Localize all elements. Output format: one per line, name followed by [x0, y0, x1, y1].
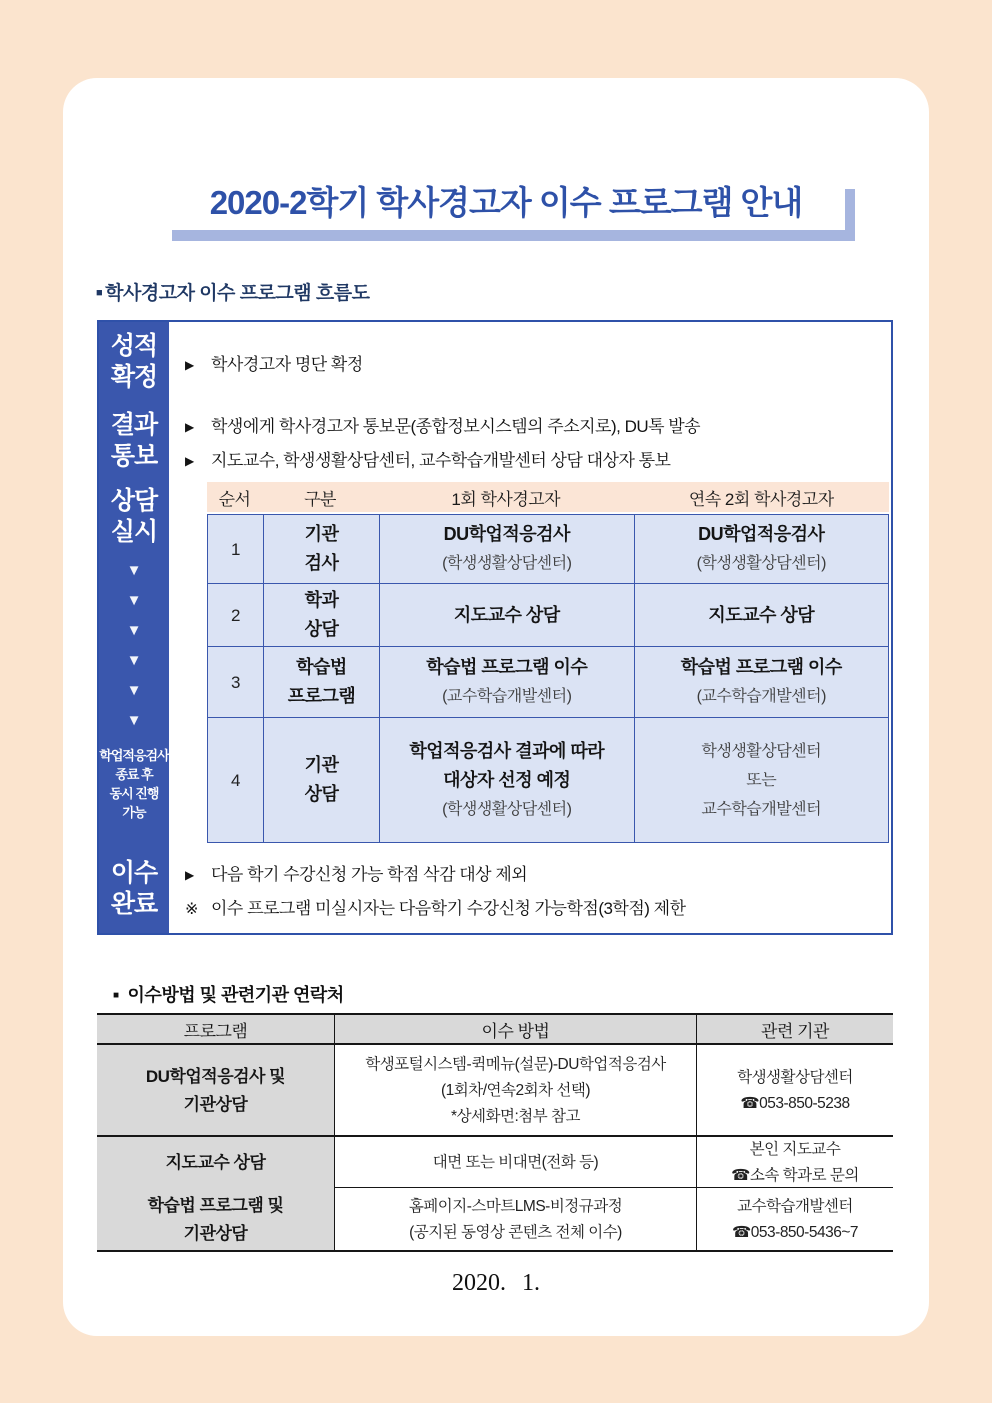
square-bullet-icon: ■ — [113, 990, 119, 1001]
column-header: 순서 — [218, 489, 251, 509]
cell-organization: 교수학습개발센터 ☎053-850-5436~7 — [731, 1197, 858, 1241]
table-row — [208, 717, 888, 842]
cell-first-warning: 학업적응검사 결과에 따라 대상자 선정 예정 (학생생활상담센터) — [379, 718, 634, 842]
table-row — [208, 646, 888, 717]
bullet-item — [185, 446, 891, 471]
sidebar-note-line: 동시 진행 — [109, 786, 159, 801]
cell-method: 대면 또는 비대면(전화 등) — [335, 1137, 697, 1188]
bullet-item-text: 학생에게 학사경고자 통보문(종합정보시스템의 주소지로), DU톡 발송 — [211, 416, 701, 436]
sidebar-note-line: 종료 후 — [115, 767, 153, 782]
cell-organization: 학생생활상담센터 ☎053-850-5238 — [737, 1068, 853, 1112]
title-shadow-bar-horizontal — [172, 230, 855, 241]
column-header: 관련 기관 — [761, 1021, 829, 1041]
flow-arrows — [127, 556, 142, 736]
bullet-item-text: 지도교수, 학생생활상담센터, 교수학습개발센터 상담 대상자 통보 — [211, 450, 671, 470]
cell-order: 4 — [208, 718, 263, 842]
cell-first-warning: 지도교수 상담 — [379, 584, 634, 646]
cell-first-warning: DU학업적응검사 (학생생활상담센터) — [379, 515, 634, 583]
triangle-bullet-icon: ▶ — [185, 453, 194, 468]
cell-order: 1 — [208, 515, 263, 583]
counsel-table-header-row — [207, 482, 889, 512]
down-arrow-icon: ▼ — [126, 682, 142, 699]
bullet-item — [185, 860, 891, 885]
flow-content — [169, 322, 891, 933]
bullet-item — [185, 412, 891, 437]
bullet-item — [185, 350, 891, 375]
table-row — [208, 583, 888, 646]
column-header: 연속 2회 학사경고자 — [688, 489, 834, 509]
cell-order: 3 — [208, 647, 263, 717]
sidebar-note — [99, 746, 168, 822]
flow-section-heading — [96, 278, 369, 305]
cell-second-warning: 학습법 프로그램 이수 (교수학습개발센터) — [634, 647, 889, 717]
square-bullet-icon: ■ — [96, 287, 103, 299]
bullet-item-text: 이수 프로그램 미실시자는 다음학기 수강신청 가능학점(3학점) 제한 — [211, 898, 686, 918]
flow-diagram — [97, 320, 893, 935]
cell-order: 2 — [208, 584, 263, 646]
cell-program: 지도교수 상담 — [97, 1137, 335, 1188]
sidebar-note-line: 학업적응검사 — [99, 748, 169, 763]
table-row — [97, 1137, 893, 1188]
page-title: 2020-2학기 학사경고자 이수 프로그램 안내 — [209, 184, 803, 221]
column-header: 1회 학사경고자 — [451, 489, 561, 509]
down-arrow-icon: ▼ — [126, 622, 142, 639]
cell-method: 학생포털시스템-퀵메뉴(설문)-DU학업적응검사 (1회차/연속2회차 선택) *상세화면:첨부 참고 — [335, 1045, 697, 1135]
table-row — [97, 1045, 893, 1137]
cell-category: 기관 검사 — [263, 515, 379, 583]
bullet-item-text: 학사경고자 명단 확정 — [211, 354, 363, 374]
down-arrow-icon: ▼ — [126, 592, 142, 609]
counsel-content — [169, 480, 891, 845]
cell-second-warning: 학생생활상담센터 또는 교수학습개발센터 — [634, 718, 889, 842]
reference-mark-icon: ※ — [185, 900, 198, 918]
down-arrow-icon: ▼ — [126, 712, 142, 729]
cell-method: 홈페이지-스마트LMS-비정규과정 (공지된 동영상 콘텐츠 전체 이수) — [335, 1188, 697, 1250]
column-header: 구분 — [304, 489, 336, 509]
complete-content — [169, 845, 891, 933]
grade-content — [169, 322, 891, 402]
cell-organization: 본인 지도교수 ☎소속 학과로 문의 — [731, 1141, 859, 1184]
document-page — [63, 78, 929, 1336]
down-arrow-icon: ▼ — [126, 652, 142, 669]
down-arrow-icon: ▼ — [126, 562, 142, 579]
footer-date: 2020. 1. — [452, 1270, 540, 1296]
cell-program: DU학업적응검사 및 기관상담 — [97, 1045, 335, 1135]
triangle-bullet-icon: ▶ — [185, 419, 194, 434]
column-header: 프로그램 — [97, 1015, 335, 1043]
stage-complete-label: 이수 완료 — [110, 859, 158, 918]
triangle-bullet-icon: ▶ — [185, 357, 194, 372]
cell-category: 학습법 프로그램 — [263, 647, 379, 717]
counsel-table — [207, 482, 889, 843]
contact-table — [97, 1013, 893, 1252]
title-shadow-bar-vertical — [845, 189, 855, 241]
stage-notify-label: 결과 통보 — [110, 411, 158, 470]
bullet-item — [185, 894, 891, 919]
cell-category: 기관 상담 — [263, 718, 379, 842]
table-row — [97, 1188, 893, 1250]
notify-content — [169, 402, 891, 480]
cell-program: 학습법 프로그램 및 기관상담 — [97, 1188, 335, 1250]
contact-section-heading — [113, 981, 344, 1007]
counsel-table-body — [207, 514, 889, 843]
bullet-item-text: 다음 학기 수강신청 가능 학점 삭감 대상 제외 — [211, 864, 528, 884]
contact-table-header-row — [97, 1015, 893, 1045]
sidebar-note-line: 가능 — [122, 805, 146, 820]
cell-category: 학과 상담 — [263, 584, 379, 646]
cell-second-warning: DU학업적응검사 (학생생활상담센터) — [634, 515, 889, 583]
flow-section-heading-text: 학사경고자 이수 프로그램 흐름도 — [105, 283, 370, 304]
flow-sidebar — [99, 322, 169, 933]
column-header: 이수 방법 — [335, 1015, 697, 1043]
cell-first-warning: 학습법 프로그램 이수 (교수학습개발센터) — [379, 647, 634, 717]
cell-second-warning: 지도교수 상담 — [634, 584, 889, 646]
stage-grade-label: 성적 확정 — [110, 332, 158, 391]
table-row — [208, 515, 888, 583]
triangle-bullet-icon: ▶ — [185, 867, 194, 882]
contact-section-heading-text: 이수방법 및 관련기관 연락처 — [127, 985, 344, 1005]
stage-counsel-label: 상담 실시 ▼ ▼ ▼ ▼ ▼ ▼ 학업적응검사 종료 후 동시 진행 가능 — [99, 487, 169, 820]
